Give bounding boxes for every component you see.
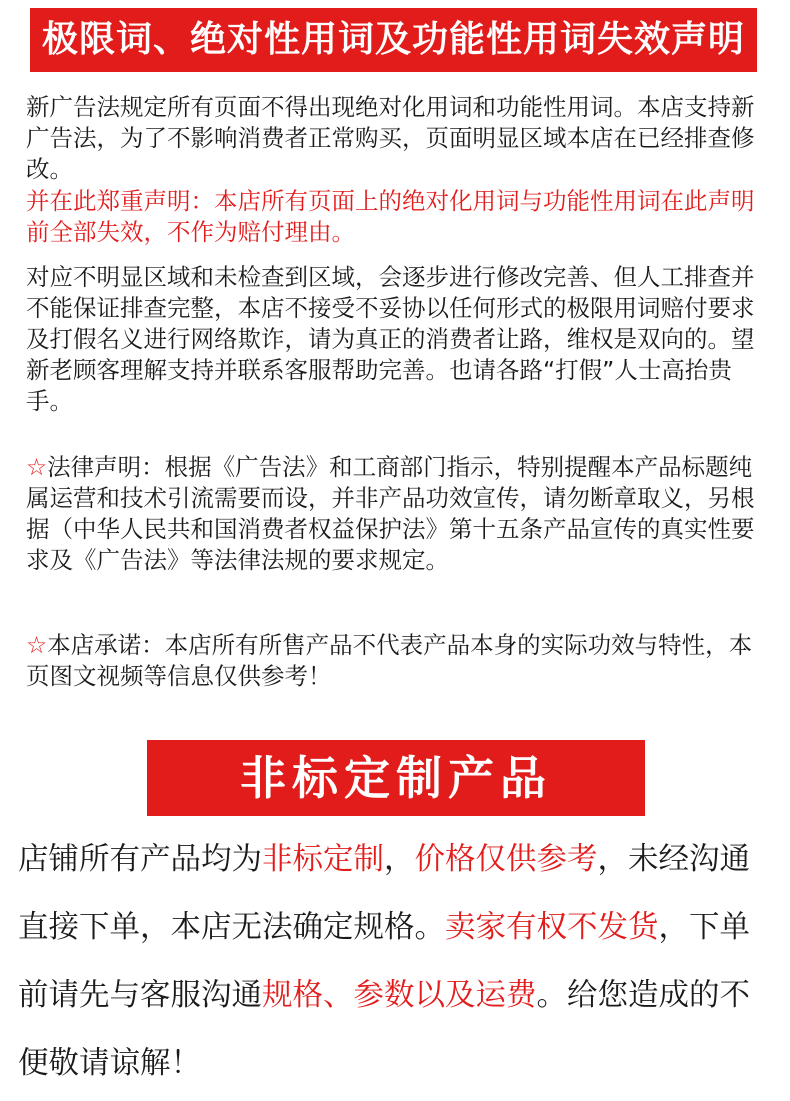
disclaimer-title-banner: 极限词、绝对性用词及功能性用词失效声明 xyxy=(30,8,757,72)
disclaimer-paragraph-1: 新广告法规定所有页面不得出现绝对化用词和功能性用词。本店支持新广告法，为了不影响消费者正常购买，页面明显区域本店在已经排查修改。 xyxy=(26,93,755,183)
custom-notice-text-4: ，下单前请先与客服沟通 xyxy=(18,910,750,1013)
custom-notice-text-5: 。给您造成的不便敬请谅解！ xyxy=(18,978,750,1081)
legal-statement-text: 法律声明：根据《广告法》和工商部门指示，特别提醒本产品标题纯属运营和技术引流需要而设，并非产品功效宣传，请勿断章取义，另根据（中华人民共和国消费者权益保护法》第十五条产品宣传的真实性要求及《广告法》等法律法规的要求规定。 xyxy=(26,453,755,574)
custom-product-notice xyxy=(18,826,778,1098)
custom-notice-highlight-nonstandard: 非标定制 xyxy=(262,842,384,877)
disclaimer-paragraph-3: 对应不明显区域和未检查到区域，会逐步进行修改完善、但人工排查并不能保证排查完整，本店不接受不妥协以任何形式的极限用词赔付要求及打假名义进行网络欺诈，请为真正的消费者让路，维权是双向的。望新老顾客理解支持并联系客服帮助完善。也请各路“打假”人士高抬贵手。 xyxy=(26,263,755,415)
custom-product-banner: 非标定制产品 xyxy=(147,740,645,816)
star-icon: ☆ xyxy=(26,453,48,481)
legal-statement xyxy=(26,452,763,612)
store-promise xyxy=(26,630,763,696)
custom-notice-text-3: ，未经沟通直接下单，本店无法确定规格。 xyxy=(18,842,750,945)
custom-notice-text-1: 店铺所有产品均为 xyxy=(18,842,262,877)
custom-notice-highlight-specs: 规格、参数以及运费 xyxy=(262,978,537,1013)
disclaimer-paragraph-2-highlight: 并在此郑重声明：本店所有页面上的绝对化用词与功能性用词在此声明前全部失效，不作为赔付理由。 xyxy=(26,187,755,246)
custom-notice-highlight-refuse: 卖家有权不发货 xyxy=(445,910,659,945)
store-promise-text: 本店承诺：本店所有所售产品不代表产品本身的实际功效与特性，本页图文视频等信息仅供参考！ xyxy=(26,631,753,690)
custom-notice-text-2: ， xyxy=(384,842,415,877)
star-icon: ☆ xyxy=(26,631,48,659)
custom-notice-highlight-price: 价格仅供参考 xyxy=(414,842,598,877)
